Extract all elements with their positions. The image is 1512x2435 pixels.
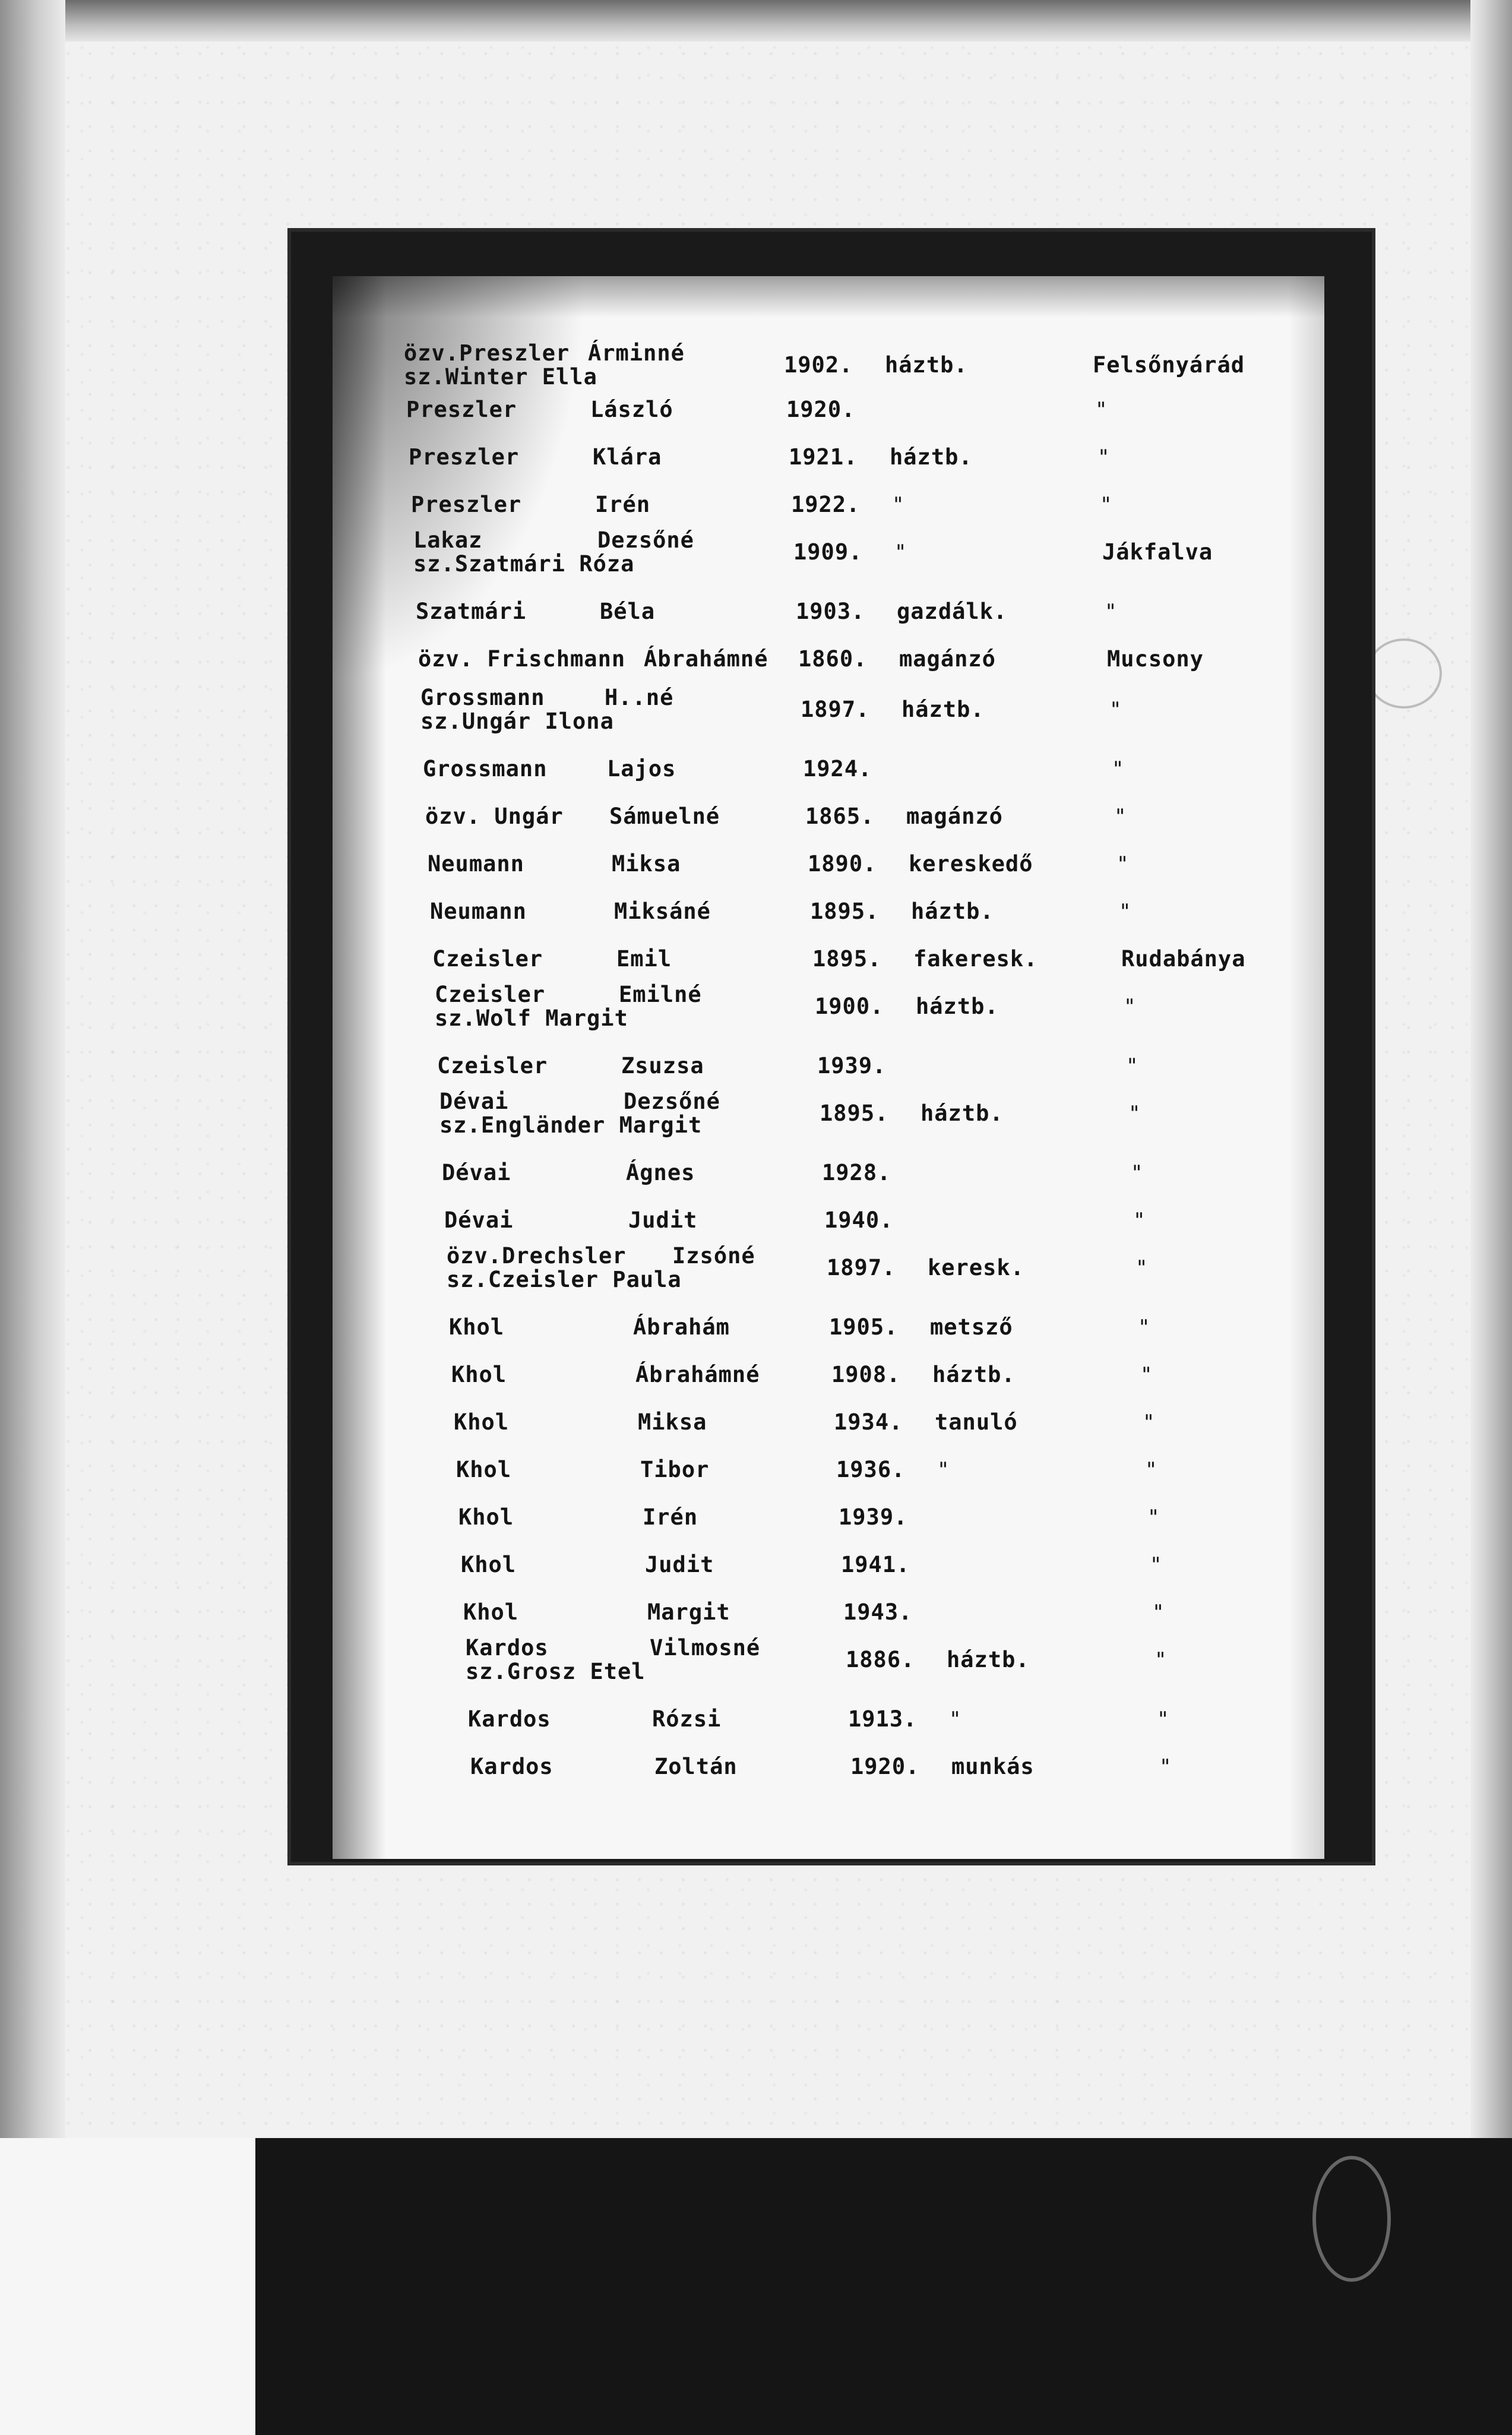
scan-left-edge xyxy=(0,0,65,2138)
place: " xyxy=(1131,1161,1144,1185)
record-row xyxy=(368,1090,1360,1137)
record-row xyxy=(335,386,1327,434)
surname: Preszler xyxy=(409,444,520,470)
given-name: Emil xyxy=(616,946,672,972)
surname: Dévai xyxy=(444,1207,514,1233)
punch-hole-mark xyxy=(1366,638,1442,709)
given-name: Árminné xyxy=(588,340,685,366)
place: " xyxy=(1145,1458,1158,1482)
occupation: keresk. xyxy=(928,1255,1024,1280)
surname: Neumann xyxy=(430,899,527,924)
record-row xyxy=(397,1696,1388,1743)
occupation: kereskedő xyxy=(909,851,1033,877)
birth-year: 1939. xyxy=(817,1053,887,1079)
scan-top-edge xyxy=(0,0,1512,42)
birth-year: 1902. xyxy=(784,352,853,378)
occupation: tanuló xyxy=(935,1409,1018,1435)
birth-year: 1921. xyxy=(789,444,858,470)
surname: Khol xyxy=(458,1504,514,1530)
occupation: háztb. xyxy=(921,1101,1004,1126)
birth-year: 1895. xyxy=(812,946,882,972)
record-row xyxy=(349,686,1341,733)
birth-year: 1920. xyxy=(786,397,856,422)
occupation: háztb. xyxy=(890,444,973,470)
surname: Kardos xyxy=(468,1706,551,1732)
given-name: Irén xyxy=(643,1504,698,1530)
given-name: Ábrahám xyxy=(633,1314,730,1340)
birth-year: 1928. xyxy=(822,1160,891,1185)
given-name: Miksa xyxy=(612,851,681,877)
given-name: Sámuelné xyxy=(609,804,720,829)
birth-year: 1895. xyxy=(820,1101,889,1126)
given-name: Ábrahámné xyxy=(644,646,768,672)
birth-year: 1909. xyxy=(793,539,863,565)
surname: Khol xyxy=(461,1552,517,1577)
record-row xyxy=(347,635,1339,683)
place: Felsőnyárád xyxy=(1093,352,1245,378)
given-name: Klára xyxy=(593,444,662,470)
surname: Kardos xyxy=(470,1754,553,1779)
surname: özv. Ungár xyxy=(425,804,564,829)
surname: Khol xyxy=(454,1409,510,1435)
occupation: " xyxy=(937,1458,950,1482)
place: " xyxy=(1100,493,1113,517)
given-name: Rózsi xyxy=(652,1706,722,1732)
given-name: Tibor xyxy=(640,1457,710,1482)
birth-year: 1920. xyxy=(850,1754,920,1779)
given-name: Lajos xyxy=(607,756,676,782)
occupation: metsző xyxy=(930,1314,1013,1340)
occupation: " xyxy=(949,1707,962,1731)
given-name: Ágnes xyxy=(626,1160,695,1185)
surname: Szatmári xyxy=(416,599,527,624)
birth-year: 1936. xyxy=(836,1457,906,1482)
record-row xyxy=(392,1589,1384,1636)
given-name: László xyxy=(590,397,673,422)
place: " xyxy=(1133,1209,1146,1232)
place: " xyxy=(1152,1601,1165,1624)
given-name: Dezsőné xyxy=(624,1089,720,1114)
birth-year: 1940. xyxy=(824,1207,894,1233)
surname: Khol xyxy=(463,1599,519,1625)
maiden-name: sz.Ungár Ilona xyxy=(420,709,614,734)
record-row xyxy=(390,1541,1381,1589)
surname: Neumann xyxy=(428,851,524,877)
given-name: Judit xyxy=(645,1552,714,1577)
birth-year: 1903. xyxy=(796,599,865,624)
record-row xyxy=(399,1743,1391,1791)
surname: Czeisler xyxy=(435,982,546,1007)
surname: Grossmann xyxy=(420,685,545,710)
record-row xyxy=(363,983,1355,1030)
occupation: gazdálk. xyxy=(897,599,1008,624)
record-row xyxy=(337,434,1329,481)
occupation: munkás xyxy=(951,1754,1035,1779)
occupation: háztb. xyxy=(901,697,985,722)
birth-year: 1905. xyxy=(829,1314,899,1340)
record-row xyxy=(359,888,1350,935)
place: " xyxy=(1109,698,1122,722)
birth-year: 1922. xyxy=(791,492,861,517)
occupation: háztb. xyxy=(916,994,999,1019)
given-name: Irén xyxy=(595,492,651,517)
surname: Khol xyxy=(456,1457,512,1482)
record-row xyxy=(394,1636,1386,1684)
surname: Grossmann xyxy=(423,756,548,782)
occupation: " xyxy=(892,493,905,517)
place: " xyxy=(1135,1256,1149,1280)
occupation: háztb. xyxy=(885,352,968,378)
surname: özv.Preszler xyxy=(404,340,570,366)
birth-year: 1900. xyxy=(815,994,884,1019)
given-name: Miksáné xyxy=(614,899,711,924)
birth-year: 1913. xyxy=(848,1706,918,1732)
surname: Kardos xyxy=(466,1635,549,1661)
maiden-name: sz.Czeisler Paula xyxy=(447,1267,682,1292)
birth-year: 1943. xyxy=(843,1599,913,1625)
given-name: Emilné xyxy=(619,982,702,1007)
given-name: Ábrahámné xyxy=(635,1362,760,1387)
given-name: Vilmosné xyxy=(650,1635,761,1661)
bottom-ring-mark xyxy=(1312,2156,1391,2282)
place: " xyxy=(1112,757,1125,781)
record-row xyxy=(373,1197,1365,1244)
place: " xyxy=(1150,1553,1163,1577)
maiden-name: sz.Szatmári Róza xyxy=(413,551,635,577)
birth-year: 1934. xyxy=(834,1409,903,1435)
occupation: magánzó xyxy=(906,804,1003,829)
birth-year: 1895. xyxy=(810,899,880,924)
occupation: háztb. xyxy=(932,1362,1016,1387)
surname: Dévai xyxy=(442,1160,511,1185)
place: Rudabánya xyxy=(1121,946,1246,972)
surname: Preszler xyxy=(411,492,522,517)
surname: özv. Frischmann xyxy=(418,646,626,672)
record-row xyxy=(344,588,1336,635)
place: " xyxy=(1105,600,1118,624)
place: " xyxy=(1095,398,1108,422)
occupation: háztb. xyxy=(947,1647,1030,1672)
record-row xyxy=(387,1494,1379,1541)
place: " xyxy=(1097,445,1111,469)
birth-year: 1860. xyxy=(798,646,868,672)
record-row xyxy=(366,1042,1358,1090)
place: " xyxy=(1159,1755,1172,1779)
given-name: Zoltán xyxy=(654,1754,738,1779)
typed-record-page xyxy=(333,276,1324,1859)
occupation: magánzó xyxy=(899,646,996,672)
occupation: háztb. xyxy=(911,899,994,924)
place: " xyxy=(1128,1102,1141,1125)
record-row xyxy=(333,341,1324,389)
birth-year: 1939. xyxy=(839,1504,908,1530)
surname: Lakaz xyxy=(413,527,483,553)
place: " xyxy=(1157,1707,1170,1731)
place: Jákfalva xyxy=(1102,539,1213,565)
birth-year: 1924. xyxy=(803,756,872,782)
record-row xyxy=(361,935,1353,983)
record-row xyxy=(378,1304,1369,1351)
maiden-name: sz.Wolf Margit xyxy=(435,1005,628,1031)
birth-year: 1886. xyxy=(846,1647,915,1672)
record-row xyxy=(382,1399,1374,1446)
record-row xyxy=(342,529,1334,576)
place: " xyxy=(1138,1315,1151,1339)
record-row xyxy=(340,481,1331,529)
scan-right-edge xyxy=(1470,0,1512,2138)
surname: Dévai xyxy=(439,1089,509,1114)
place: Mucsony xyxy=(1107,646,1204,672)
given-name: Miksa xyxy=(638,1409,707,1435)
birth-year: 1865. xyxy=(805,804,875,829)
birth-year: 1897. xyxy=(801,697,870,722)
place: " xyxy=(1114,805,1127,828)
given-name: H..né xyxy=(605,685,674,710)
surname: Khol xyxy=(449,1314,505,1340)
birth-year: 1941. xyxy=(841,1552,910,1577)
place: " xyxy=(1147,1506,1160,1529)
given-name: Zsuzsa xyxy=(621,1053,704,1079)
birth-year: 1897. xyxy=(827,1255,896,1280)
record-row xyxy=(375,1244,1367,1292)
occupation: " xyxy=(894,540,907,564)
surname: Czeisler xyxy=(432,946,543,972)
birth-year: 1908. xyxy=(831,1362,901,1387)
place: " xyxy=(1119,900,1132,924)
given-name: Dezsőné xyxy=(597,527,694,553)
surname: özv.Drechsler xyxy=(447,1243,627,1269)
maiden-name: sz.Winter Ella xyxy=(404,364,597,390)
record-row xyxy=(354,793,1346,840)
surname: Czeisler xyxy=(437,1053,548,1079)
bottom-left-margin xyxy=(0,2138,255,2435)
maiden-name: sz.Grosz Etel xyxy=(466,1659,646,1684)
maiden-name: sz.Engländer Margit xyxy=(439,1112,703,1138)
record-row xyxy=(380,1351,1372,1399)
birth-year: 1890. xyxy=(808,851,877,877)
given-name: Béla xyxy=(600,599,656,624)
record-row xyxy=(356,840,1348,888)
given-name: Izsóné xyxy=(672,1243,755,1269)
given-name: Judit xyxy=(628,1207,698,1233)
place: " xyxy=(1140,1363,1153,1387)
surname: Preszler xyxy=(406,397,517,422)
place: " xyxy=(1116,852,1130,876)
given-name: Margit xyxy=(647,1599,730,1625)
occupation: fakeresk. xyxy=(913,946,1038,972)
record-row xyxy=(352,745,1343,793)
place: " xyxy=(1126,1054,1139,1078)
surname: Khol xyxy=(451,1362,507,1387)
place: " xyxy=(1143,1411,1156,1434)
place: " xyxy=(1124,995,1137,1019)
record-row xyxy=(371,1149,1362,1197)
record-row xyxy=(385,1446,1377,1494)
place: " xyxy=(1154,1648,1168,1672)
